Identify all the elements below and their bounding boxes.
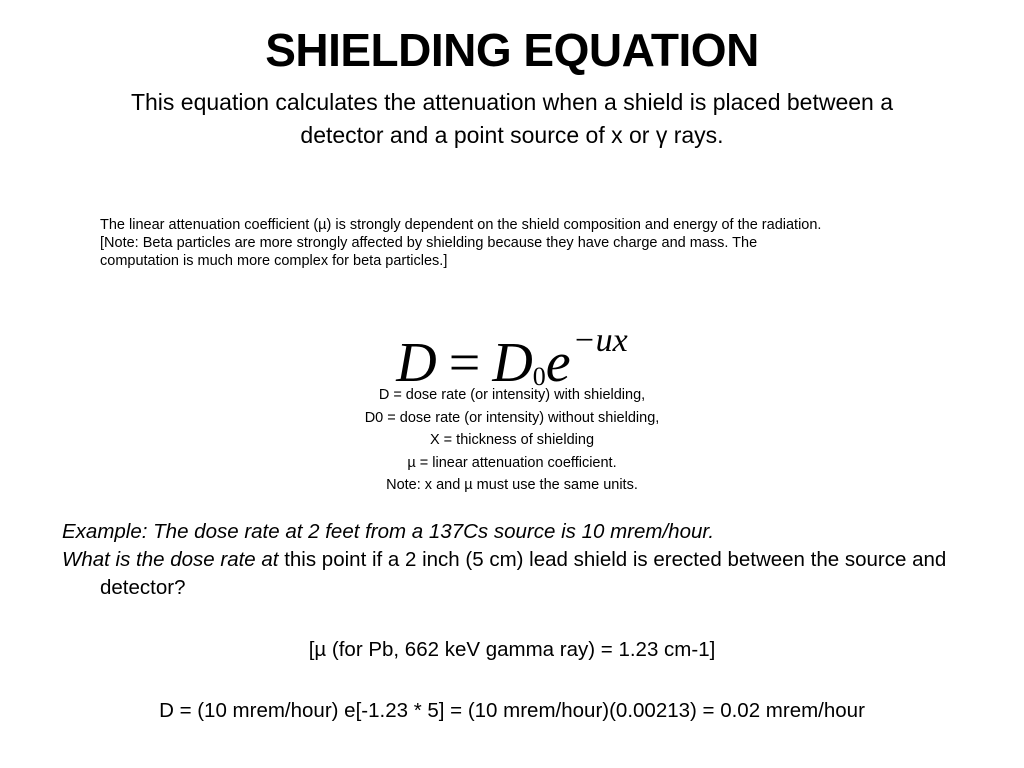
- equation-e: e: [545, 332, 571, 394]
- subtitle-line: detector and a point source of x or γ rays.: [300, 122, 724, 148]
- result-calculation: D = (10 mrem/hour) e[-1.23 * 5] = (10 mrem/hour)(0.00213) = 0.02 mrem/hour: [159, 699, 865, 722]
- attenuation-note: [100, 216, 980, 270]
- example-question-italic: What is the dose rate at: [62, 548, 279, 571]
- note-line: The linear attenuation coefficient (µ) is strongly dependent on the shield composition and energy of the radiation.: [100, 217, 822, 233]
- definition-line: X = thickness of shielding: [429, 432, 595, 448]
- definition-line: Note: x and µ must use the same units.: [386, 477, 638, 493]
- variable-definitions: [0, 384, 1024, 497]
- slide-title: SHIELDING EQUATION: [265, 24, 759, 76]
- example-problem: [62, 518, 982, 602]
- note-line: [Note: Beta particles are more strongly affected by shielding because they have charge and mass. The: [100, 235, 758, 251]
- equation-exponent: −ux: [572, 322, 628, 359]
- note-line: computation is much more complex for beta particles.]: [100, 253, 448, 269]
- subtitle-line: This equation calculates the attenuation when a shield is placed between a: [130, 89, 894, 115]
- example-question-rest: this point if a 2 inch (5 cm) lead shield is erected between the source and detector?: [100, 548, 947, 599]
- example-question: [62, 546, 982, 602]
- mu-value: [µ (for Pb, 662 keV gamma ray) = 1.23 cm-1]: [308, 638, 716, 661]
- equation-lhs: D: [396, 332, 437, 394]
- equation-subscript: 0: [532, 362, 546, 391]
- slide-subtitle: [60, 86, 964, 152]
- example-statement: Example: The dose rate at 2 feet from a 137Cs source is 10 mrem/hour.: [62, 520, 715, 543]
- equation-equals: =: [448, 332, 481, 394]
- definition-line: D0 = dose rate (or intensity) without shielding,: [364, 409, 660, 426]
- definition-line: µ = linear attenuation coefficient.: [407, 454, 617, 471]
- definition-line: D = dose rate (or intensity) with shielding,: [378, 387, 646, 403]
- equation-rhs-base: D: [492, 332, 533, 394]
